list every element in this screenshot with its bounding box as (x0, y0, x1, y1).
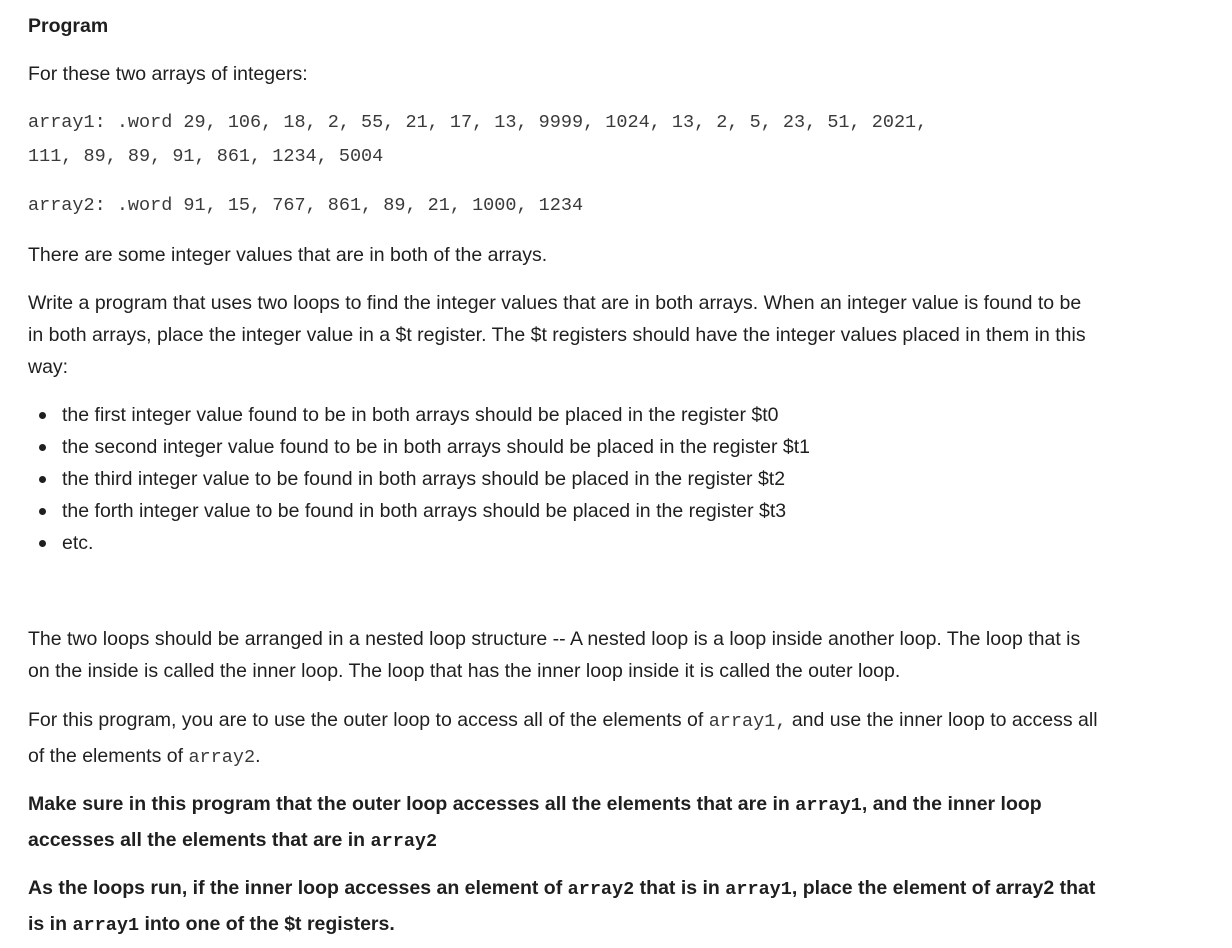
intro-text: For these two arrays of integers: (28, 63, 308, 85)
page-title: Program (28, 15, 109, 37)
array2-code: array2 (188, 747, 256, 768)
array2-code: array2 (370, 831, 438, 852)
task-description: Write a program that uses two loops to find the integer values that are in both arrays. When an integer value is found to be in both arrays, place the integer value in a $t register. The $t registers should have the integer values placed in them in this way: (28, 292, 1086, 378)
bullet-dot-icon (39, 508, 46, 515)
placement-instruction: As the loops run, if the inner loop accesses an element of array2 that is in array1, place the element of array2 that is in array1 into one of the $t registers. (28, 877, 1096, 936)
array1-code: array1, (708, 711, 787, 732)
array2-definition: array2: .word 91, 15, 767, 861, 89, 21, 1000, 1234 (28, 195, 584, 216)
list-item: the first integer value found to be in both arrays should be placed in the register $t0 (62, 399, 810, 431)
nested-loop-explanation: The two loops should be arranged in a nested loop structure -- A nested loop is a loop inside another loop. The loop that is on the inside is called the inner loop. The loop that has the inner loop inside it is called the outer loop. (28, 628, 1081, 682)
array1-code: array1 (725, 879, 792, 900)
bullet-dot-icon (39, 412, 46, 419)
list-item: the forth integer value to be found in both arrays should be placed in the register $t3 (62, 495, 810, 527)
bullet-dot-icon (39, 444, 46, 451)
array2-code: array2 (567, 879, 635, 900)
bullet-dot-icon (39, 540, 46, 547)
bullet-dot-icon (39, 476, 46, 483)
array1-definition-line2: 111, 89, 89, 91, 861, 1234, 5004 (28, 146, 384, 167)
array1-code: array1 (795, 795, 862, 816)
common-values-note: There are some integer values that are in both of the arrays. (28, 244, 548, 266)
list-item: the third integer value to be found in both arrays should be placed in the register $t2 (62, 463, 810, 495)
array1-definition-line1: array1: .word 29, 106, 18, 2, 55, 21, 17, 13, 9999, 1024, 13, 2, 5, 23, 51, 2021, (28, 112, 928, 133)
register-rules-list (28, 399, 810, 559)
list-item: etc. (62, 527, 810, 559)
make-sure-instruction: Make sure in this program that the outer loop accesses all the elements that are in array1, and the inner loop accesses all the elements that are in array2 (28, 793, 1042, 852)
array1-code: array1 (72, 915, 140, 936)
loop-usage-instruction: For this program, you are to use the outer loop to access all of the elements of array1, and use the inner loop to access all of the elements of array2. (28, 709, 1098, 768)
list-item: the second integer value found to be in both arrays should be placed in the register $t1 (62, 431, 810, 463)
